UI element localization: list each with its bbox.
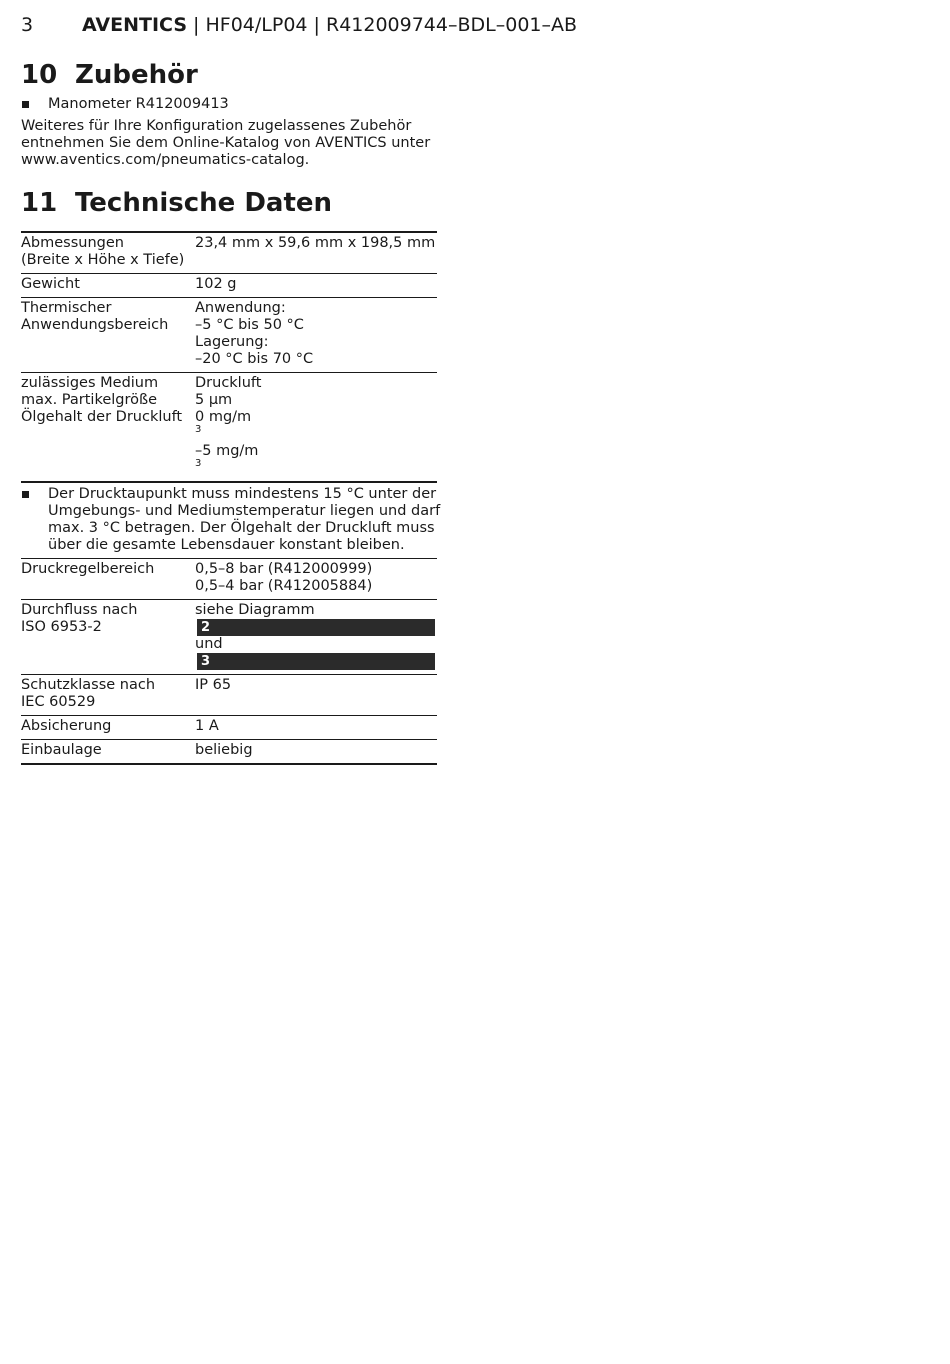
table-row bbox=[21, 675, 437, 716]
row-value bbox=[195, 561, 437, 595]
label-line: Druckregelbereich bbox=[21, 561, 155, 577]
row-label bbox=[21, 602, 195, 670]
row-value bbox=[195, 742, 437, 759]
value-line: 1 A bbox=[195, 718, 219, 734]
label-line: IEC 60529 bbox=[21, 694, 96, 710]
diagram-2-badge: 2 bbox=[197, 619, 435, 636]
note-line: Der Drucktaupunkt muss mindestens 15 °C unter der bbox=[48, 486, 437, 502]
value-line: beliebig bbox=[195, 742, 253, 758]
paragraph-line: www.aventics.com/pneumatics-catalog. bbox=[21, 152, 310, 168]
diagram-prefix: siehe Diagramm bbox=[195, 602, 315, 618]
label-line: Durchfluss nach bbox=[21, 602, 138, 618]
row-value bbox=[195, 235, 437, 269]
row-value bbox=[195, 375, 437, 477]
row-label bbox=[21, 677, 195, 711]
section-10-heading bbox=[21, 59, 198, 91]
oil-content-value bbox=[195, 409, 437, 477]
label-line: Ölgehalt der Druckluft bbox=[21, 409, 183, 425]
row-value bbox=[195, 677, 437, 711]
label-line: Thermischer bbox=[21, 300, 112, 316]
accessory-bullet bbox=[21, 96, 229, 113]
label-line: Einbaulage bbox=[21, 742, 102, 758]
row-label bbox=[21, 375, 195, 477]
label-line: (Breite x Höhe x Tiefe) bbox=[21, 252, 185, 268]
row-label bbox=[21, 718, 195, 735]
superscript: 3 bbox=[195, 424, 202, 436]
page-number: 3 bbox=[21, 14, 34, 36]
diagram-3-badge: 3 bbox=[197, 653, 435, 670]
page-header bbox=[21, 12, 577, 38]
section-title: Technische Daten bbox=[75, 188, 333, 218]
value-line: –20 °C bis 70 °C bbox=[195, 351, 314, 367]
accessory-item: Manometer R412009413 bbox=[48, 96, 229, 112]
row-label bbox=[21, 235, 195, 269]
row-value bbox=[195, 602, 437, 670]
row-value bbox=[195, 276, 437, 293]
value-line: Druckluft bbox=[195, 375, 262, 391]
note-text bbox=[48, 486, 441, 554]
table-row bbox=[21, 600, 437, 675]
row-value bbox=[195, 300, 437, 368]
bullet-square-icon bbox=[22, 491, 29, 498]
brand-name: AVENTICS bbox=[82, 14, 188, 36]
row-label bbox=[21, 276, 195, 293]
paragraph-line: entnehmen Sie dem Online-Katalog von AVENTICS unter bbox=[21, 135, 431, 151]
dewpoint-note bbox=[21, 483, 441, 559]
label-line: Anwendungsbereich bbox=[21, 317, 169, 333]
bullet-square-icon bbox=[22, 101, 29, 108]
table-row bbox=[21, 740, 437, 765]
row-label bbox=[21, 300, 195, 368]
section-number: 11 bbox=[21, 188, 58, 218]
conjunction: und bbox=[195, 636, 223, 652]
value-line: IP 65 bbox=[195, 677, 232, 693]
note-line: Umgebungs- und Mediumstemperatur liegen und darf bbox=[48, 503, 441, 519]
section-title: Zubehör bbox=[75, 60, 198, 90]
paragraph-line: Weiteres für Ihre Konfiguration zugelassenes Zubehör bbox=[21, 118, 412, 134]
label-line: Gewicht bbox=[21, 276, 80, 292]
row-label bbox=[21, 742, 195, 759]
table-row bbox=[21, 274, 437, 298]
value-line: Anwendung: bbox=[195, 300, 286, 316]
section-number: 10 bbox=[21, 60, 58, 90]
label-line: zulässiges Medium bbox=[21, 375, 159, 391]
note-line: max. 3 °C betragen. Der Ölgehalt der Druckluft muss bbox=[48, 520, 435, 536]
value-line: –5 °C bis 50 °C bbox=[195, 317, 304, 333]
oil-min: 0 mg/m bbox=[195, 409, 252, 425]
label-line: Schutzklasse nach bbox=[21, 677, 156, 693]
row-label bbox=[21, 561, 195, 595]
diagram-reference bbox=[195, 602, 437, 670]
table-row bbox=[21, 231, 437, 274]
value-line: 0,5–4 bar (R412005884) bbox=[195, 578, 373, 594]
table-row bbox=[21, 716, 437, 740]
technical-data-table bbox=[21, 231, 441, 765]
label-line: Abmessungen bbox=[21, 235, 124, 251]
table-row bbox=[21, 559, 437, 600]
row-value bbox=[195, 718, 437, 735]
label-line: max. Partikelgröße bbox=[21, 392, 158, 408]
value-line: 102 g bbox=[195, 276, 237, 292]
value-line: Lagerung: bbox=[195, 334, 269, 350]
note-line: über die gesamte Lebensdauer konstant bleiben. bbox=[48, 537, 405, 553]
oil-max: –5 mg/m bbox=[195, 443, 259, 459]
table-row bbox=[21, 373, 437, 483]
accessory-paragraph bbox=[21, 118, 441, 169]
superscript: 3 bbox=[195, 458, 202, 470]
value-line: 23,4 mm x 59,6 mm x 198,5 mm bbox=[195, 235, 436, 251]
value-line: 0,5–8 bar (R412000999) bbox=[195, 561, 373, 577]
section-11-heading bbox=[21, 187, 332, 219]
table-row bbox=[21, 298, 437, 373]
label-line: ISO 6953-2 bbox=[21, 619, 102, 635]
value-line: 5 µm bbox=[195, 392, 233, 408]
label-line: Absicherung bbox=[21, 718, 112, 734]
document-id: | HF04/LP04 | R412009744–BDL–001–AB bbox=[187, 14, 578, 36]
